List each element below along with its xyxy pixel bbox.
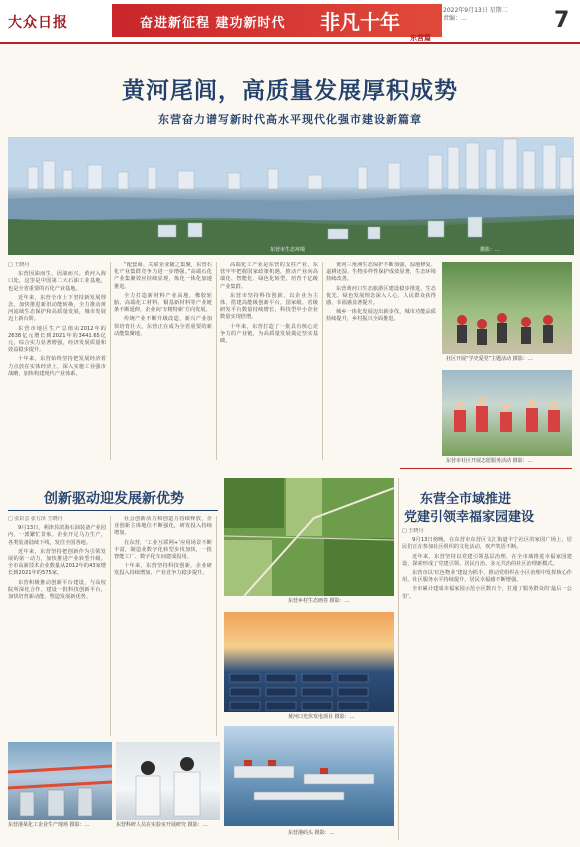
farmland-fields bbox=[224, 478, 394, 596]
paragraph: 9月13日傍晚，在东营市东营区文汇街道丰宁社区的家园广场上，居民们正在参加社区组织的文化活动，欢声笑语不断。 bbox=[402, 537, 572, 551]
solar-power-photo bbox=[224, 612, 394, 712]
photo-caption: 东营市社区开展志愿服务活动 摄影：… bbox=[446, 458, 533, 464]
date-text: 2022年9月13日 星期二 bbox=[443, 7, 508, 14]
hero-caption: 东营市生态环境 bbox=[270, 247, 306, 253]
newspaper-logo: 大众日报 bbox=[8, 15, 68, 31]
paragraph: 东营市地区生产总值由2012年的2638亿元增长到2021年的3441.65亿元，综合实力显著增强，经济发展质量和效益稳步提升。 bbox=[8, 325, 106, 354]
paragraph: 社会创新活力和创造力持续释放，企业创新主体地位不断强化，研发投入持续增加。 bbox=[114, 516, 212, 537]
paragraph: 近年来，东营坚持把创新作为引领发展的第一动力，加快推进产业转型升级。全市高新技术企业数量从2012年的43家增长到2021年的575家。 bbox=[8, 548, 106, 577]
article-column-1 bbox=[8, 262, 106, 460]
volunteer-photo bbox=[442, 370, 572, 456]
section-title-party-building-2: 党建引领幸福家园建设 bbox=[404, 510, 535, 525]
photo-caption: 黄河口光伏发电项目 摄影：… bbox=[288, 714, 355, 720]
paragraph: 在东营，‘工业互联网+’应用场景不断丰富，制造业数字化转型步伐加快，一批智能工厂、数字化车间建成投用。 bbox=[114, 539, 212, 561]
page-number: 7 bbox=[554, 8, 570, 33]
section3-article bbox=[402, 528, 572, 838]
photo-caption: 社区开展“学史爱党”主题活动 摄影：… bbox=[446, 356, 533, 362]
paragraph: 东营因油而生，因油而兴。黄河入海口处，这里是中国第二大石油工业基地，也是全省重要的石化产业基地。 bbox=[8, 271, 106, 292]
byline: □ 张彩芸 张方泽 王晓丹 bbox=[8, 516, 63, 522]
port-photo bbox=[224, 726, 394, 826]
main-subhead: 东营奋力谱写新时代高水平现代化强市建设新篇章 bbox=[158, 113, 422, 126]
paragraph: 东营市以‘红色物业’建设为抓手，推动党组织在小区治理中发挥核心作用，社区服务水平持续提升，居民幸福感不断增强。 bbox=[402, 570, 572, 584]
lab-researchers bbox=[116, 742, 220, 820]
photo-caption: 东营港某化工企业生产现场 摄影：… bbox=[8, 822, 90, 828]
paragraph: 9月13日，利津县滨海石油装备产业园内，一派繁忙景象。企业开足马力生产，各类装备陆续下线，发往全国各地。 bbox=[8, 525, 106, 546]
column-divider bbox=[216, 516, 217, 736]
photo-caption: 东营港码头 摄影：… bbox=[288, 830, 335, 836]
paragraph: 近年来，东营坚持以党建引领基层治理，在全市域推进幸福家园建设，探索形成了党建引领、居民自治、多元共治的社区治理新模式。 bbox=[402, 553, 572, 567]
paragraph: 十年来，东营打造了一批具有核心竞争力的产业链，为高质量发展奠定坚实基础。 bbox=[220, 323, 318, 345]
issue-text: 责编：… bbox=[443, 15, 468, 22]
paragraph: 十年来，东营坚持科技创新，企业研发投入持续增加，产业竞争力稳步提升。 bbox=[114, 563, 212, 577]
hero-credit: 摄影：… bbox=[480, 247, 501, 253]
hero-cityscape bbox=[8, 137, 574, 255]
people-silhouettes bbox=[442, 262, 572, 354]
lab-photo bbox=[116, 742, 220, 820]
section-rule bbox=[400, 468, 572, 469]
section-title-innovation: 创新驱动迎发展新优势 bbox=[44, 491, 184, 507]
photo-caption: 东营科研人员在实验室开展研究 摄影：… bbox=[116, 822, 208, 828]
industrial-pipes bbox=[8, 742, 112, 820]
paragraph: “配套商、关联企业随之集聚，东营石化产业集群竞争力进一步增强。”高端石化产业集聚效应持续显现，炼化一体化加速推进。 bbox=[114, 262, 212, 290]
section2-column-1 bbox=[8, 516, 106, 736]
column-divider bbox=[216, 262, 217, 460]
section-rule bbox=[8, 510, 218, 511]
paragraph: 东营积极推动创新平台建设，与高校院所深化合作，建设一批科技创新平台，加快培育新动能，塑造发展新优势。 bbox=[8, 579, 106, 601]
paragraph: 全市累计建成幸福家园示范小区数百个，打通了服务群众的‘最后一公里’。 bbox=[402, 586, 572, 600]
paragraph: 全力打造新材料产业高地，橡胶轮胎、高端化工材料、铜基新材料等产业链条不断延伸，企业向‘专精特新’方向发展。 bbox=[114, 292, 212, 314]
header-slogan: 奋进新征程 建功新时代 bbox=[140, 16, 286, 31]
port-docks bbox=[224, 726, 394, 826]
paragraph: 黄河三角洲生态保护不断加强，湿地修复、退耕还湿、生物多样性保护成效显著，生态环境持续改善。 bbox=[326, 262, 436, 283]
paragraph: 传统产业不断升级改造，新兴产业加快培育壮大，东营正在成为全省重要的新动能集聚地。 bbox=[114, 316, 212, 337]
date-line bbox=[443, 7, 553, 23]
main-headline: 黄河尾闾，高质量发展厚积成势 bbox=[122, 78, 458, 104]
community-activity-photo bbox=[442, 262, 572, 354]
byline: □ 王晓丹 bbox=[8, 262, 30, 268]
section2-column-2 bbox=[114, 516, 212, 736]
volunteer-people bbox=[442, 370, 572, 456]
section-title-party-building-1: 东营全市域推进 bbox=[420, 492, 512, 507]
article-column-3 bbox=[220, 262, 318, 460]
paragraph: 城乡一体化发展迈出新步伐，城市功能品质持续提升，乡村振兴全面推进。 bbox=[326, 309, 436, 323]
hero-city-photo bbox=[8, 137, 574, 255]
solar-panels bbox=[224, 612, 394, 712]
edition-label: 东营篇 bbox=[410, 34, 431, 42]
header-big-title: 非凡十年 bbox=[320, 10, 400, 34]
column-divider bbox=[322, 262, 323, 460]
column-divider bbox=[110, 516, 111, 736]
article-column-2 bbox=[114, 262, 212, 460]
column-divider bbox=[398, 478, 399, 840]
paragraph: 东营市坚持科技创新，以企业为主体，搭建高能级创新平台，国家级、省级研发平台数量持续增长，科技型中小企业数量实现倍增。 bbox=[220, 292, 318, 321]
paragraph: 近年来，东营全市上下坚持新发展理念，加快推进新旧动能转换，全力推动黄河流域生态保护和高质量发展，城市发展迈上新台阶。 bbox=[8, 294, 106, 323]
byline: □ 王晓丹 bbox=[402, 528, 424, 534]
article-column-4 bbox=[326, 262, 436, 460]
paragraph: 东营黄河口生态旅游区建设稳步推进，生态优先、绿色发展理念深入人心，人民群众获得感、幸福感显著提升。 bbox=[326, 285, 436, 307]
photo-caption: 东营乡村生态画卷 摄影：… bbox=[288, 598, 350, 604]
paragraph: 高端化工产业是东营的支柱产业，东营牢牢把握国家政策机遇，推动产业向高端化、智能化、绿色化转型，培育千亿级产业集群。 bbox=[220, 262, 318, 290]
column-divider bbox=[110, 262, 111, 460]
farmland-aerial-photo bbox=[224, 478, 394, 596]
factory-photo bbox=[8, 742, 112, 820]
paragraph: 十年来，东营始终坚持把发展经济着力点放在实体经济上，深入实施工业强市战略，加快构建现代产业体系。 bbox=[8, 356, 106, 377]
